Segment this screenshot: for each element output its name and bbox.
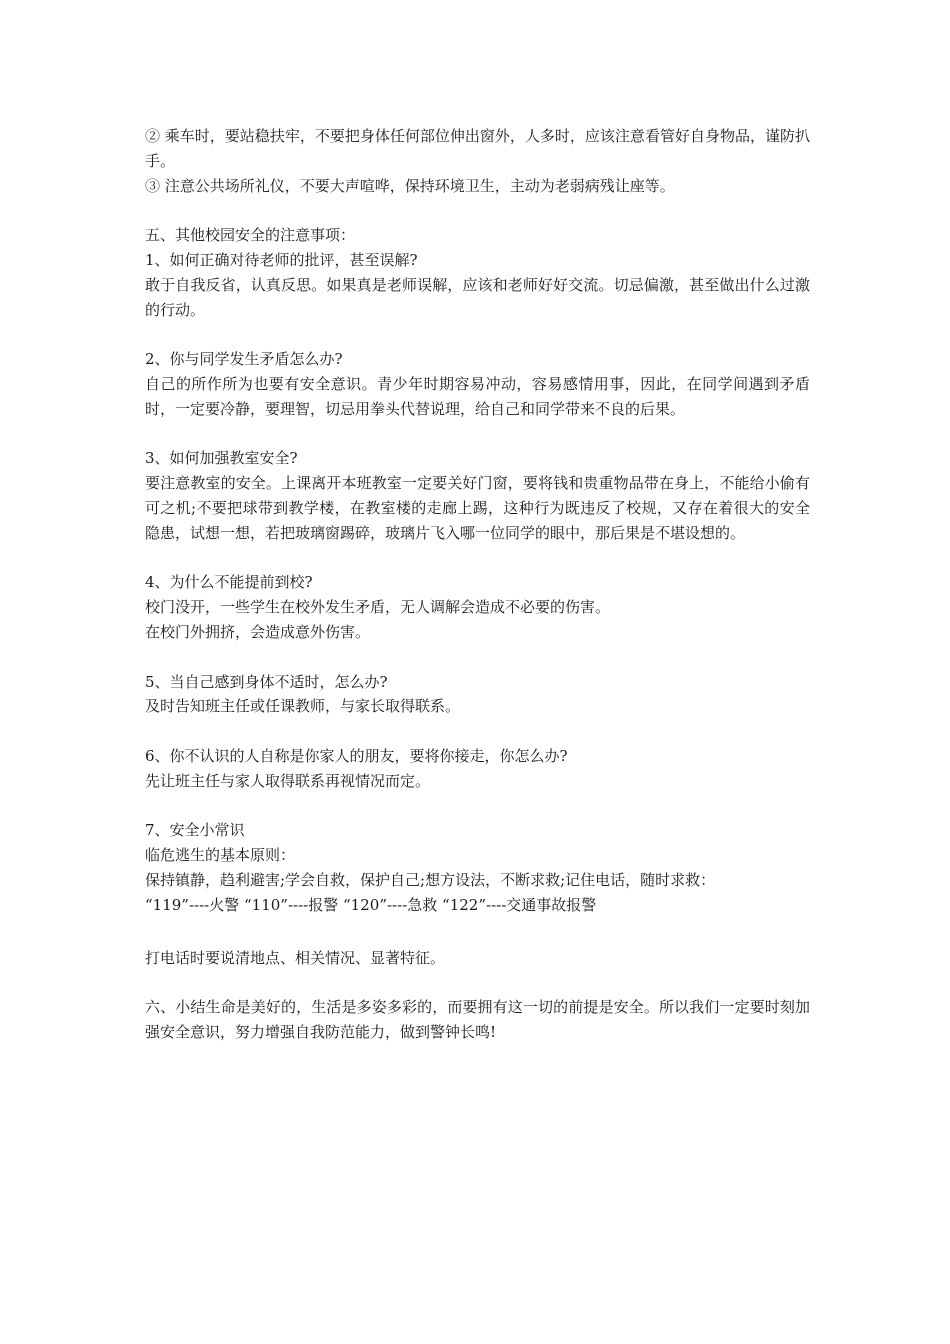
question-6: 6、你不认识的人自称是你家人的朋友，要将你接走，你怎么办? [145, 746, 568, 765]
call-instructions: 打电话时要说清地点、相关情况、显著特征。 [145, 948, 446, 967]
answer-2: 自己的所作所为也要有安全意识。青少年时期容易冲动，容易感情用事，因此，在同学间遇到矛盾时，一定要冷静，要理智，切忌用拳头代替说理，给自己和同学带来不良的后果。 [145, 374, 810, 418]
emergency-numbers: “119”----火警 “110”----报警 “120”----急救 “122”----交通事故报警 [145, 895, 597, 914]
answer-6: 先让班主任与家人取得联系再视情况而定。 [145, 771, 431, 790]
section-5-heading: 五、其他校园安全的注意事项： [145, 226, 356, 245]
answer-4-line-1: 校门没开，一些学生在校外发生矛盾，无人调解会造成不必要的伤害。 [145, 598, 611, 617]
answer-5: 及时告知班主任或任课教师，与家长取得联系。 [145, 697, 461, 716]
question-2: 2、你与同学发生矛盾怎么办? [145, 350, 343, 369]
paragraph-bus-safety: ② 乘车时，要站稳扶牢，不要把身体任何部位伸出窗外，人多时，应该注意看管好自身物品，谨防扒手。 [145, 127, 810, 170]
section-6-summary: 六、小结生命是美好的，生活是多姿多彩的，而要拥有这一切的前提是安全。所以我们一定要时刻加强安全意识，努力增强自我防范能力，做到警钟长鸣! [145, 998, 810, 1041]
question-4: 4、为什么不能提前到校? [145, 573, 313, 592]
paragraph-public-etiquette: ③ 注意公共场所礼仪，不要大声喧哗，保持环境卫生，主动为老弱病残让座等。 [145, 176, 675, 195]
escape-principles-title: 临危逃生的基本原则： [145, 846, 296, 865]
document-body [145, 124, 810, 1045]
question-3: 3、如何加强教室安全? [145, 449, 298, 468]
answer-3: 要注意教室的安全。上课离开本班教室一定要关好门窗，要将钱和贵重物品带在身上，不能给小偷有可之机;不要把球带到教学楼，在教室楼的走廊上踢，这种行为既违反了校规，又存在着很大的安全隐患，试想一想，若把玻璃窗踢碎，玻璃片飞入哪一位同学的眼中，那后果是不堪设想的。 [145, 474, 810, 542]
escape-principles: 保持镇静，趋利避害;学会自救，保护自己;想方设法，不断求救;记住电话，随时求救： [145, 870, 716, 889]
answer-4-line-2: 在校门外拥挤，会造成意外伤害。 [145, 622, 371, 641]
question-1: 1、如何正确对待老师的批评，甚至误解? [145, 250, 418, 269]
question-5: 5、当自己感到身体不适时，怎么办? [145, 672, 388, 691]
answer-1: 敢于自我反省，认真反思。如果真是老师误解，应该和老师好好交流。切忌偏激，甚至做出什么过激的行动。 [145, 275, 810, 319]
question-7: 7、安全小常识 [145, 821, 245, 840]
